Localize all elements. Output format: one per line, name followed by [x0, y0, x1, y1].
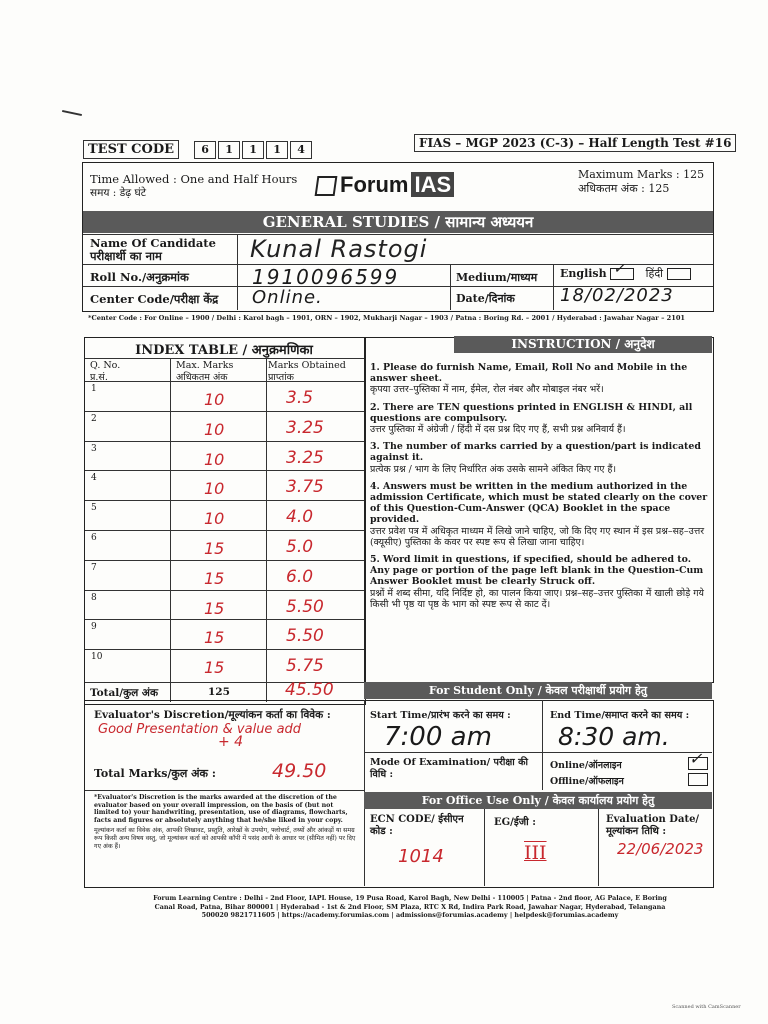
row-qno: 4 — [91, 473, 97, 484]
name-label-hi: परीक्षार्थी का नाम — [90, 249, 162, 263]
instruction-list — [370, 362, 710, 616]
student-only-title: For Student Only / केवल परीक्षार्थी प्रयोग हेतु — [364, 682, 712, 699]
name-value: Kunal Rastogi — [250, 235, 428, 263]
ecn-value: 1014 — [398, 846, 444, 867]
medium-english: English — [560, 267, 607, 280]
logo-text: Forum — [340, 172, 409, 197]
test-code-digit: 6 — [194, 141, 216, 159]
row-obtained: 3.5 — [286, 388, 314, 408]
instruction-item: 5. Word limit in questions, if specified, should be adhered to. Any page or portion of the page left blank in the Question-Cum Answer Booklet must be clearly Struck off. प्रश्नों में शब्द सीमा, यदि निर्दिष्ट हो, का पालन किया जाए। प्रश्न–सह–उत्तर पुस्तिका में खाली छोड़े गये किसी भी पृष्ठ या पृष्ठ के भाग को स्पष्ट रूप से काट दें। — [370, 554, 704, 610]
start-time-value: 7:00 am — [384, 722, 492, 752]
row-obtained: 5.75 — [286, 656, 324, 677]
online-checkbox[interactable] — [688, 749, 708, 770]
row-qno: 3 — [91, 443, 97, 454]
test-code-digit: 1 — [242, 141, 264, 159]
test-code — [83, 138, 314, 159]
test-code-digit: 1 — [266, 141, 288, 159]
test-title: FIAS – MGP 2023 (C-3) – Half Length Test #16 — [414, 134, 736, 152]
end-time-value: 8:30 am. — [558, 722, 670, 751]
name-label-en: Name Of Candidate — [90, 236, 216, 250]
center-label: Center Code/परीक्षा केंद्र — [90, 292, 219, 306]
row-qno: 10 — [91, 652, 103, 663]
start-time-label: Start Time/प्रारंभ करने का समय : — [370, 710, 511, 721]
scanner-stamp: Scanned with CamScanner — [672, 1004, 741, 1010]
instruction-item: 4. Answers must be written in the medium authorized in the admission Certificate, which must be stated clearly on the cover of this Question-Cum-Answer (QCA) Booklet in the space provided. उत्तर प्रवेश पत्र में अधिकृत माध्यम में लिखे जाने चाहिए, जो कि दिए गए स्थान में इस प्रश्न–सह–उत्तर (क्यूसीए) पुस्तिका के कवर पर स्पष्ट रूप से लिखा जाना चाहिए। — [370, 480, 708, 548]
medium-label: Medium/माध्यम — [456, 271, 538, 284]
row-qno: 9 — [91, 622, 97, 633]
evaluator-plus: + 4 — [218, 734, 244, 750]
eval-date-label: Evaluation Date/ मूल्यांकन तिथि : — [606, 814, 700, 837]
mode-label: Mode Of Examination/ परीक्षा की विधि : — [370, 757, 528, 780]
test-code-label: TEST CODE — [83, 140, 179, 159]
section-title: GENERAL STUDIES / सामान्य अध्ययन — [83, 211, 713, 233]
row-qno: 8 — [91, 592, 97, 603]
medium-options — [560, 261, 691, 281]
medium-hindi: हिंदी — [645, 267, 664, 280]
row-obtained: 6.0 — [286, 566, 314, 587]
row-qno: 7 — [91, 562, 97, 573]
end-time-label: End Time/समाप्त करने का समय : — [550, 710, 690, 721]
header-qno: Q. No. प्र.सं. — [90, 360, 121, 383]
evaluator-remark: Good Presentation & value add — [98, 722, 302, 737]
evaluator-label: Evaluator's Discretion/मूल्यांकन कर्ता का विवेक : — [94, 709, 331, 721]
instruction-item: 2. There are TEN questions printed in ENGLISH & HINDI, all questions are compulsory. उत्तर पुस्तिका में अंग्रेजी / हिंदी में दस प्रश्न दिए गए हैं, सभी प्रश्न अनिवार्य हैं। — [370, 401, 693, 436]
index-table-title: INDEX TABLE / अनुक्रमणिका — [135, 343, 313, 358]
row-obtained: 3.25 — [286, 447, 324, 468]
office-only-title: For Office Use Only / केवल कार्यालय प्रयोग हेतु — [364, 792, 712, 809]
test-code-digit: 4 — [290, 141, 312, 159]
row-max: 10 — [204, 479, 225, 499]
total-label: Total/कुल अंक — [90, 687, 159, 699]
total-marks-value: 49.50 — [272, 760, 327, 782]
hindi-checkbox[interactable] — [667, 268, 691, 280]
check-icon: ✓ — [613, 261, 625, 277]
header-max: Max. Marks अधिकतम अंक — [176, 360, 234, 383]
offline-label: Offline/ऑफलाइन — [550, 776, 624, 787]
max-marks-en: Maximum Marks : 125 — [578, 168, 705, 181]
english-checkbox[interactable] — [610, 261, 634, 280]
row-max: 15 — [204, 598, 225, 618]
row-max: 15 — [204, 658, 225, 678]
row-max: 15 — [204, 628, 225, 648]
eval-date-value: 22/06/2023 — [617, 840, 704, 858]
total-max: 125 — [208, 686, 230, 698]
max-marks — [578, 168, 704, 196]
scan-mark — [62, 110, 82, 116]
row-qno: 2 — [91, 413, 97, 424]
center-value: Online. — [252, 287, 323, 308]
forum-ias-logo — [316, 172, 454, 198]
evaluator-note — [94, 794, 360, 850]
evaluator-note-en: *Evaluator's Discretion is the marks awarded at the discretion of the evaluator based on your overall impression, on the basis of (but not limited to) your handwriting, presentation, use of diagrams, flowcharts, facts and figures or absolutely anything that he/she liked in your copy. — [94, 794, 348, 824]
time-allowed-hi: समय : डेढ़ घंटे — [90, 187, 147, 199]
row-qno: 5 — [91, 503, 97, 514]
time-allowed — [90, 172, 297, 200]
footer-address: Forum Learning Centre : Delhi - 2nd Floor, IAPL House, 19 Pusa Road, Karol Bagh, New Delhi - 110005 | Patna - 2nd floor, AG Palace, E Boring Canal Road, Patna, Bihar 800001 | Hyderabad - 1st & 2nd Floor, SM Plaza, RTC X Rd, Indira Park Road, Jawahar Nagar, Hyderabad, Telangana 500020 9821711605 | https://academy.forumias.com | admissions@forumias.academy | helpdesk@forumias.academy — [153, 894, 667, 920]
date-label: Date/दिनांक — [456, 292, 515, 305]
row-obtained: 5.0 — [286, 537, 314, 557]
date-value: 18/02/2023 — [560, 285, 674, 306]
online-label: Online/ऑनलाइन — [550, 760, 622, 771]
offline-checkbox[interactable] — [688, 773, 708, 786]
instruction-title: INSTRUCTION / अनुदेश — [454, 336, 712, 353]
total-obtained: 45.50 — [285, 680, 334, 700]
row-obtained: 4.0 — [286, 507, 314, 528]
row-obtained: 5.50 — [286, 596, 324, 617]
row-obtained: 3.75 — [286, 477, 324, 498]
ecn-label: ECN CODE/ ईसीएन कोड : — [370, 814, 464, 837]
eg-label: EG/ईजी : — [494, 817, 536, 828]
eg-value: III — [524, 842, 547, 864]
evaluator-note-hi: मूल्यांकन कर्ता का विवेक अंक, आपकी लिखावट, प्रस्तुति, आरेखों के उपयोग, फ्लोचार्ट, तथ्यों और आंकड़ों या समग्र रूप किसी अन्य विषय वस्तु, जो मूल्यांकन कर्ता को आपकी कॉपी में पसंद आयी के आधार पर (सीमित नहीं) पर दिए गए अंक हैं। — [94, 827, 356, 850]
name-label — [90, 237, 216, 263]
logo-box: IAS — [411, 172, 454, 197]
roll-label: Roll No./अनुक्रमांक — [90, 270, 189, 284]
time-allowed-en: Time Allowed : One and Half Hours — [90, 172, 298, 186]
test-code-digit: 1 — [218, 141, 240, 159]
logo-mark-icon — [315, 176, 338, 196]
row-max: 10 — [204, 509, 225, 529]
row-max: 10 — [204, 390, 225, 409]
row-max: 10 — [204, 449, 225, 469]
row-qno: 6 — [91, 533, 97, 543]
row-obtained: 5.50 — [286, 626, 324, 647]
instruction-item: 1. Please do furnish Name, Email, Roll No and Mobile in the answer sheet. कृपया उत्तर–पुस्तिका में नाम, ईमेल, रोल नंबर और मोबाइल नंबर भरें। — [370, 362, 688, 396]
row-max: 10 — [204, 419, 225, 439]
row-max: 15 — [204, 539, 225, 558]
instruction-item: 3. The number of marks carried by a question/part is indicated against it. प्रत्येक प्रश्न / भाग के लिए निर्धारित अंक उसके सामने अंकित किए गए हैं। — [370, 441, 701, 475]
roll-value: 1910096599 — [252, 265, 400, 289]
header-obtained: Marks Obtained प्राप्तांक — [268, 360, 346, 383]
row-qno: 1 — [91, 384, 97, 394]
max-marks-hi: अधिकतम अंक : 125 — [578, 182, 670, 195]
center-code-note: *Center Code : For Online – 1900 / Delhi : Karol bagh – 1901, ORN – 1902, Mukharji Nagar – 1903 / Patna : Boring Rd. – 2001 / Hyderabad : Jawahar Nagar – 2101 — [88, 314, 686, 322]
check-icon: ✓ — [689, 749, 703, 768]
row-max: 15 — [204, 568, 225, 588]
total-marks-label: Total Marks/कुल अंक : — [94, 767, 216, 780]
row-obtained: 3.25 — [286, 417, 324, 438]
